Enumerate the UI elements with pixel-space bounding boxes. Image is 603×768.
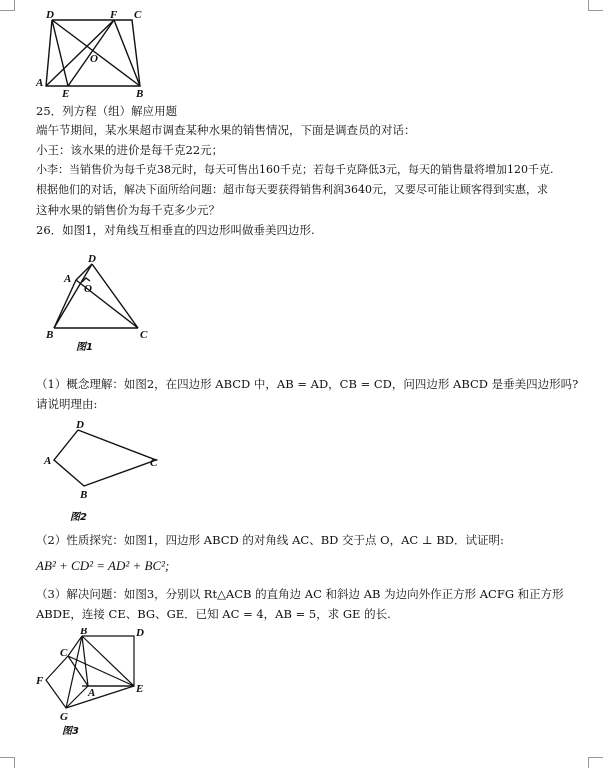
- corner-mark-top-left: [0, 0, 15, 11]
- label-O: O: [90, 53, 98, 65]
- q26-part2-formula: AB² + CD² = AD² + BC²;: [36, 558, 170, 573]
- q26-intro: 26．如图1，对角线互相垂直的四边形叫做垂美四边形.: [36, 223, 315, 237]
- fig1-label-O: O: [84, 283, 92, 295]
- label-D: D: [46, 9, 54, 21]
- label-C: C: [134, 9, 142, 21]
- fig2-label-B: B: [80, 489, 88, 501]
- fig3-label-A: A: [88, 687, 96, 699]
- q26-part2-line1: （2）性质探究：如图1，四边形 ABCD 的对角线 AC、BD 交于点 O，AC ⊥ BD．试证明:: [36, 533, 504, 547]
- q26-part1-line2: 请说明理由:: [36, 397, 98, 411]
- q25-line2: 小王：该水果的进价是每千克22元；: [36, 143, 224, 157]
- corner-mark-bottom-left: [0, 757, 15, 768]
- fig2-label-D: D: [76, 419, 84, 431]
- q25-line3: 小李：当销售价为每千克38元时，每天可售出160千克；若每千克降低3元，每天的销售量将增加120千克.: [36, 163, 554, 176]
- label-F: F: [110, 9, 118, 21]
- fig3-label-B: B: [80, 628, 88, 637]
- label-A: A: [36, 77, 44, 89]
- fig1-caption: 图1: [76, 342, 93, 353]
- fig1-label-C: C: [140, 329, 148, 341]
- fig1-label-D: D: [88, 253, 96, 265]
- q25-line4: 根据他们的对话，解决下面所给问题：超市每天要获得销售利润3640元，又要尽可能让顾客得到实惠，求: [36, 183, 548, 196]
- label-E: E: [62, 88, 70, 98]
- fig1-label-B: B: [46, 329, 54, 341]
- fig3-label-C: C: [60, 647, 68, 659]
- corner-mark-top-right: [588, 0, 603, 11]
- fig2-label-A: A: [44, 455, 52, 467]
- q25-line5: 这种水果的销售价为每千克多少元？: [36, 203, 220, 217]
- fig3-label-F: F: [36, 675, 44, 687]
- figure-2: [40, 418, 170, 524]
- q26-part1-line1: （1）概念理解：如图2，在四边形 ABCD 中，AB = AD，CB = CD，问四边形 ABCD 是垂美四边形吗?: [36, 377, 579, 391]
- fig3-label-E: E: [136, 683, 144, 695]
- fig2-caption: 图2: [70, 512, 87, 523]
- fig2-label-C: C: [150, 457, 158, 469]
- corner-mark-bottom-right: [588, 757, 603, 768]
- fig3-label-D: D: [136, 628, 144, 639]
- q26-part3-line1: （3）解决问题：如图3，分别以 Rt△ACB 的直角边 AC 和斜边 AB 为边向外作正方形 ACFG 和正方形: [36, 587, 564, 601]
- figure-1: [40, 252, 160, 356]
- rectangle-figure: [30, 6, 150, 98]
- fig3-caption: 图3: [62, 726, 79, 737]
- fig1-label-A: A: [64, 273, 72, 285]
- q25-line1: 端午节期间，某水果超市调查某种水果的销售情况，下面是调查员的对话：: [36, 123, 416, 137]
- fig3-label-G: G: [60, 711, 68, 723]
- label-B: B: [136, 88, 144, 98]
- q25-title: 25．列方程（组）解应用题: [36, 104, 178, 118]
- figure-3: [32, 628, 152, 740]
- q26-part3-line2: ABDE，连接 CE、BG、GE．已知 AC = 4，AB = 5，求 GE 的长.: [36, 607, 391, 621]
